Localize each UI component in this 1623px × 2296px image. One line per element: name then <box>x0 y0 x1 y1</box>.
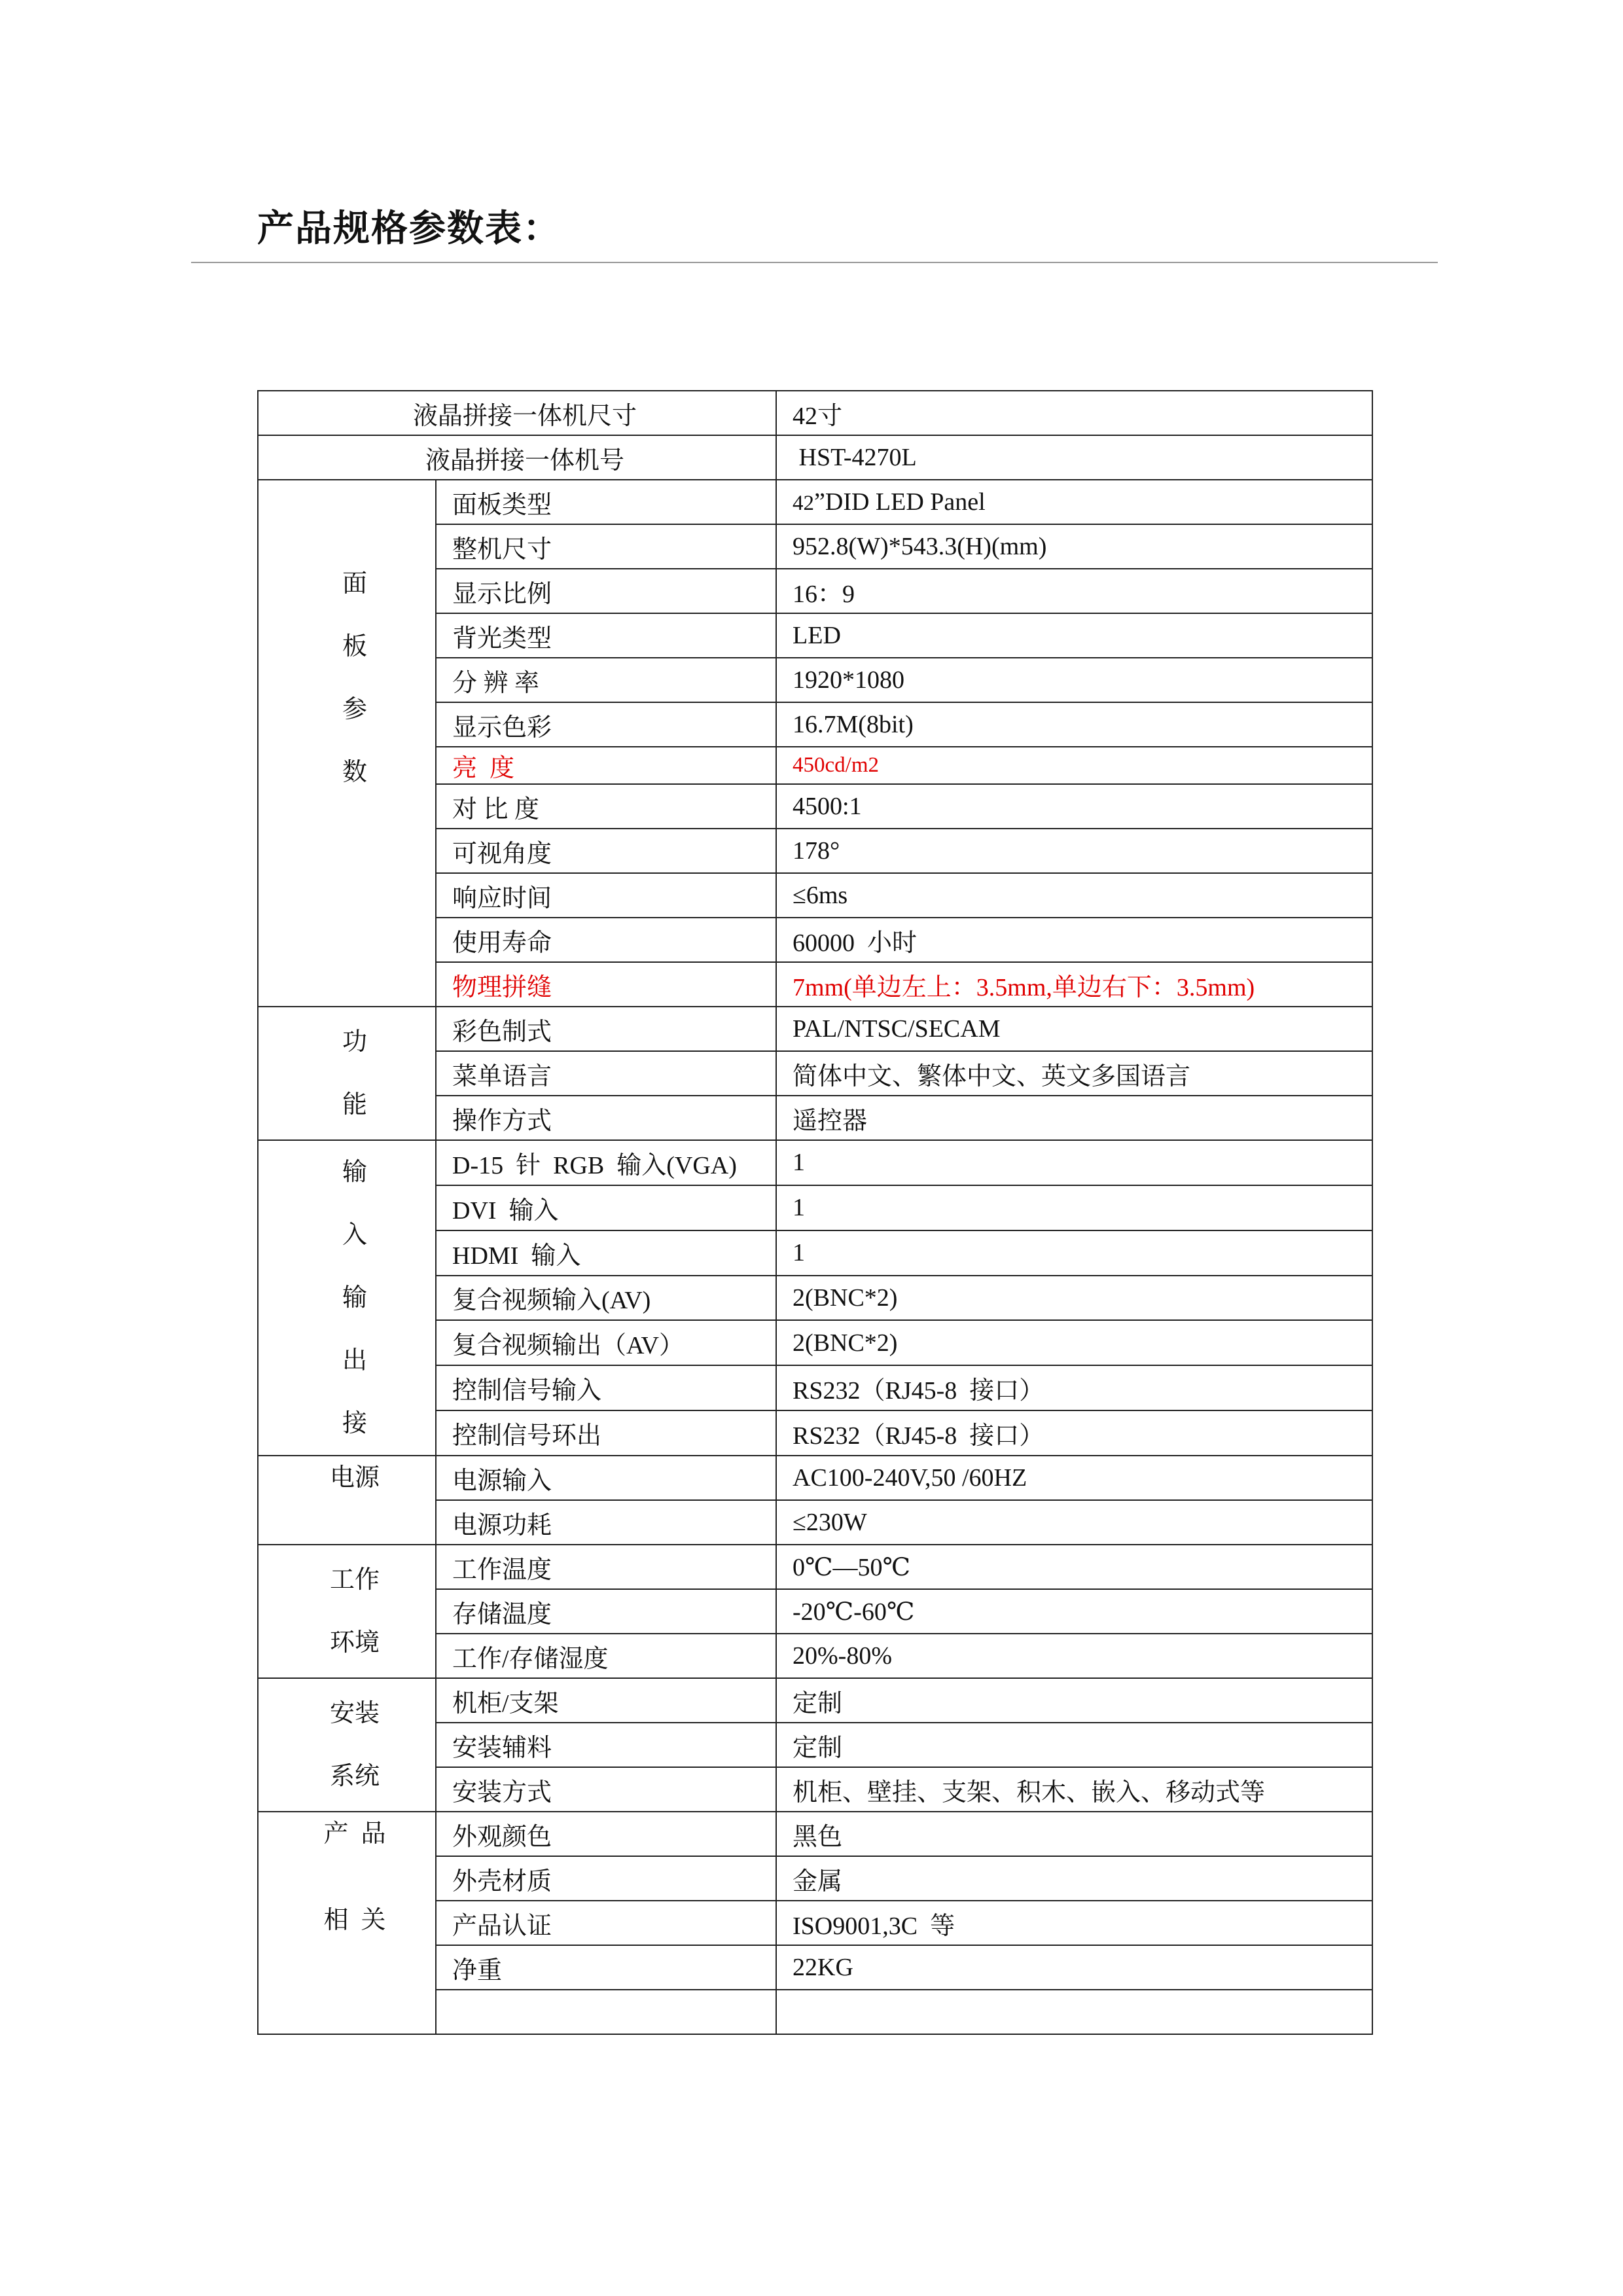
spec-value: PAL/NTSC/SECAM <box>776 1007 1372 1051</box>
spec-value: -20℃-60℃ <box>776 1589 1372 1634</box>
spec-label: 使用寿命 <box>436 918 776 962</box>
spec-value: 简体中文、繁体中文、英文多国语言 <box>776 1051 1372 1096</box>
spec-label: 安装辅料 <box>436 1723 776 1767</box>
table-row <box>258 1140 1372 1185</box>
spec-value: 42寸 <box>776 391 1372 435</box>
spec-value: HST-4270L <box>776 435 1372 480</box>
spec-label: 可视角度 <box>436 829 776 873</box>
spec-label: 产品认证 <box>436 1901 776 1945</box>
spec-label: 彩色制式 <box>436 1007 776 1051</box>
table-row <box>258 1456 1372 1500</box>
spec-value: 1 <box>776 1185 1372 1230</box>
spec-label: 外观颜色 <box>436 1812 776 1856</box>
spec-label: 工作/存储湿度 <box>436 1634 776 1678</box>
spec-value: 1 <box>776 1140 1372 1185</box>
spec-value: LED <box>776 613 1372 658</box>
spec-value: 遥控器 <box>776 1096 1372 1140</box>
category-power: 电源 <box>258 1456 436 1545</box>
spec-value: 4500:1 <box>776 784 1372 829</box>
spec-value: RS232（RJ45-8 接口） <box>776 1365 1372 1410</box>
spec-label: 控制信号输入 <box>436 1365 776 1410</box>
spec-label: 存储温度 <box>436 1589 776 1634</box>
spec-label: HDMI 输入 <box>436 1230 776 1276</box>
spec-value: 2(BNC*2) <box>776 1320 1372 1365</box>
spec-value: AC100-240V,50 /60HZ <box>776 1456 1372 1500</box>
spec-label: 复合视频输出（AV） <box>436 1320 776 1365</box>
spec-value: 2(BNC*2) <box>776 1276 1372 1321</box>
spec-label: 显示色彩 <box>436 702 776 747</box>
spec-value: 1 <box>776 1230 1372 1276</box>
spec-value: 0℃—50℃ <box>776 1545 1372 1589</box>
spec-value <box>776 1990 1372 2034</box>
spec-label: D-15 针 RGB 输入(VGA) <box>436 1140 776 1185</box>
spec-label: 工作温度 <box>436 1545 776 1589</box>
spec-label: 响应时间 <box>436 873 776 918</box>
spec-label: 电源输入 <box>436 1456 776 1500</box>
spec-value: 16.7M(8bit) <box>776 702 1372 747</box>
table-row <box>258 391 1372 435</box>
spec-label: 整机尺寸 <box>436 524 776 569</box>
spec-label: 净重 <box>436 1945 776 1990</box>
spec-label: 电源功耗 <box>436 1500 776 1545</box>
spec-value: 定制 <box>776 1723 1372 1767</box>
spec-value: ≤6ms <box>776 873 1372 918</box>
spec-label: 操作方式 <box>436 1096 776 1140</box>
spec-label: 机柜/支架 <box>436 1678 776 1723</box>
spec-label: 显示比例 <box>436 569 776 613</box>
spec-value: 22KG <box>776 1945 1372 1990</box>
table-row <box>258 1812 1372 1856</box>
category-environment: 工作 环境 <box>258 1545 436 1678</box>
category-io: 输 入 输 出 接 <box>258 1140 436 1456</box>
spec-value: 60000 小时 <box>776 918 1372 962</box>
category-panel-params: 面 板 参 数 <box>258 480 436 1007</box>
spec-value: 机柜、壁挂、支架、积木、嵌入、移动式等 <box>776 1767 1372 1812</box>
spec-label: 液晶拼接一体机号 <box>258 435 776 480</box>
spec-label: 背光类型 <box>436 613 776 658</box>
spec-value: 1920*1080 <box>776 658 1372 702</box>
spec-label-highlight: 物理拼缝 <box>436 962 776 1007</box>
spec-value: 952.8(W)*543.3(H)(mm) <box>776 524 1372 569</box>
spec-value: 42”DID LED Panel <box>776 480 1372 524</box>
spec-value-highlight: 7mm(单边左上：3.5mm,单边右下：3.5mm) <box>776 962 1372 1007</box>
spec-value: 20%-80% <box>776 1634 1372 1678</box>
spec-value-highlight: 450cd/m2 <box>776 747 1372 784</box>
spec-label: 分 辨 率 <box>436 658 776 702</box>
spec-label: 面板类型 <box>436 480 776 524</box>
spec-value: 黑色 <box>776 1812 1372 1856</box>
spec-label-highlight: 亮 度 <box>436 747 776 784</box>
spec-value: 16：9 <box>776 569 1372 613</box>
page-title: 产品规格参数表： <box>257 207 561 250</box>
spec-value: RS232（RJ45-8 接口） <box>776 1410 1372 1456</box>
category-function: 功 能 <box>258 1007 436 1140</box>
spec-value: ISO9001,3C 等 <box>776 1901 1372 1945</box>
spec-label: 菜单语言 <box>436 1051 776 1096</box>
spec-label: 外壳材质 <box>436 1856 776 1901</box>
spec-label: 对 比 度 <box>436 784 776 829</box>
spec-value: ≤230W <box>776 1500 1372 1545</box>
spec-table <box>257 390 1373 2035</box>
spec-label <box>436 1990 776 2034</box>
spec-value: 178° <box>776 829 1372 873</box>
spec-value: 金属 <box>776 1856 1372 1901</box>
table-row <box>258 435 1372 480</box>
spec-value: 定制 <box>776 1678 1372 1723</box>
spec-label: DVI 输入 <box>436 1185 776 1230</box>
table-row <box>258 1678 1372 1723</box>
spec-label: 控制信号环出 <box>436 1410 776 1456</box>
table-row <box>258 480 1372 524</box>
title-divider <box>191 262 1438 263</box>
category-product: 产 品 相 关 <box>258 1812 436 2034</box>
spec-label: 复合视频输入(AV) <box>436 1276 776 1321</box>
spec-label: 安装方式 <box>436 1767 776 1812</box>
table-row <box>258 1545 1372 1589</box>
category-installation: 安装 系统 <box>258 1678 436 1812</box>
spec-label: 液晶拼接一体机尺寸 <box>258 391 776 435</box>
table-row <box>258 1007 1372 1051</box>
